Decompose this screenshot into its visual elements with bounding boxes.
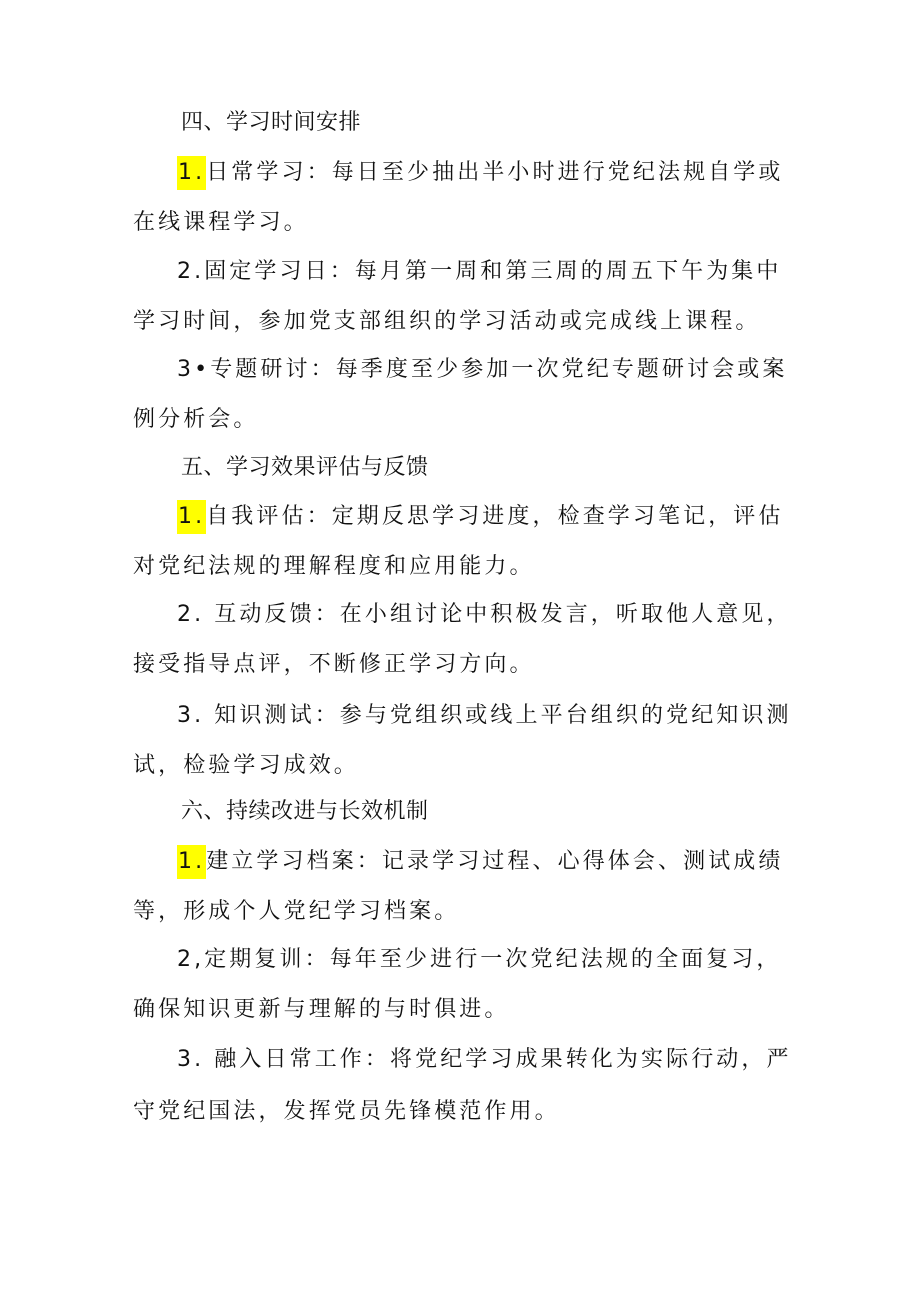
item-text: 专题研讨：每季度至少参加一次党纪专题研讨会或案例分析会。	[133, 357, 788, 432]
item-text-continuation: 守党纪国法，发挥党员先锋模范作用。	[133, 1099, 560, 1124]
item-text: 建立学习档案：记录学习过程、心得体会、测试成绩等，形成个人党纪学习档案。	[133, 849, 784, 924]
section-title-improvement: 六、持续改进与长效机制	[181, 799, 429, 824]
paragraph-daily-study	[133, 148, 793, 248]
item-text: 日常学习：每日至少抽出半小时进行党纪法规自学或在线课程学习。	[133, 160, 784, 235]
item-text: 定期复训：每年至少进行一次党纪法规的全面复习，确保知识更新与理解的与时俱进。	[133, 947, 782, 1022]
paragraph-topic-seminar	[133, 345, 793, 445]
item-text: 互动反馈：在小组讨论中积极发言，听取他人意见，接受指导点评，不断修正学习方向。	[133, 602, 792, 677]
item-number-highlighted: 1.	[177, 156, 206, 190]
item-number: 2.	[177, 602, 215, 627]
item-number: 3•	[177, 357, 211, 382]
section-title-schedule: 四、学习时间安排	[181, 110, 362, 135]
paragraph-self-evaluation	[133, 492, 793, 592]
paragraph-fixed-study-day	[133, 247, 793, 347]
paragraph-knowledge-test	[133, 691, 793, 791]
item-number: 2.	[177, 259, 205, 284]
item-text: 融入日常工作：将党纪学习成果转化为实际行动，严	[214, 1047, 792, 1072]
section-title-evaluation: 五、学习效果评估与反馈	[181, 455, 429, 480]
item-text: 固定学习日：每月第一周和第三周的周五下午为集中学习时间，参加党支部组织的学习活动或完成线上课程。	[133, 259, 782, 334]
item-number: 3.	[177, 703, 215, 728]
paragraph-daily-work-line1	[133, 1035, 793, 1085]
paragraph-study-archive	[133, 837, 793, 937]
item-number-highlighted: 1.	[177, 500, 206, 534]
item-number-highlighted: 1.	[177, 845, 206, 879]
item-number: 2,	[177, 947, 205, 972]
paragraph-daily-work-line2	[133, 1087, 793, 1137]
item-text: 自我评估：定期反思学习进度，检查学习笔记，评估对党纪法规的理解程度和应用能力。	[133, 504, 784, 579]
paragraph-interactive-feedback	[133, 590, 793, 690]
item-text: 知识测试：参与党组织或线上平台组织的党纪知识测试，检验学习成效。	[133, 703, 792, 778]
item-number: 3.	[177, 1047, 215, 1072]
paragraph-regular-retraining	[133, 935, 793, 1035]
